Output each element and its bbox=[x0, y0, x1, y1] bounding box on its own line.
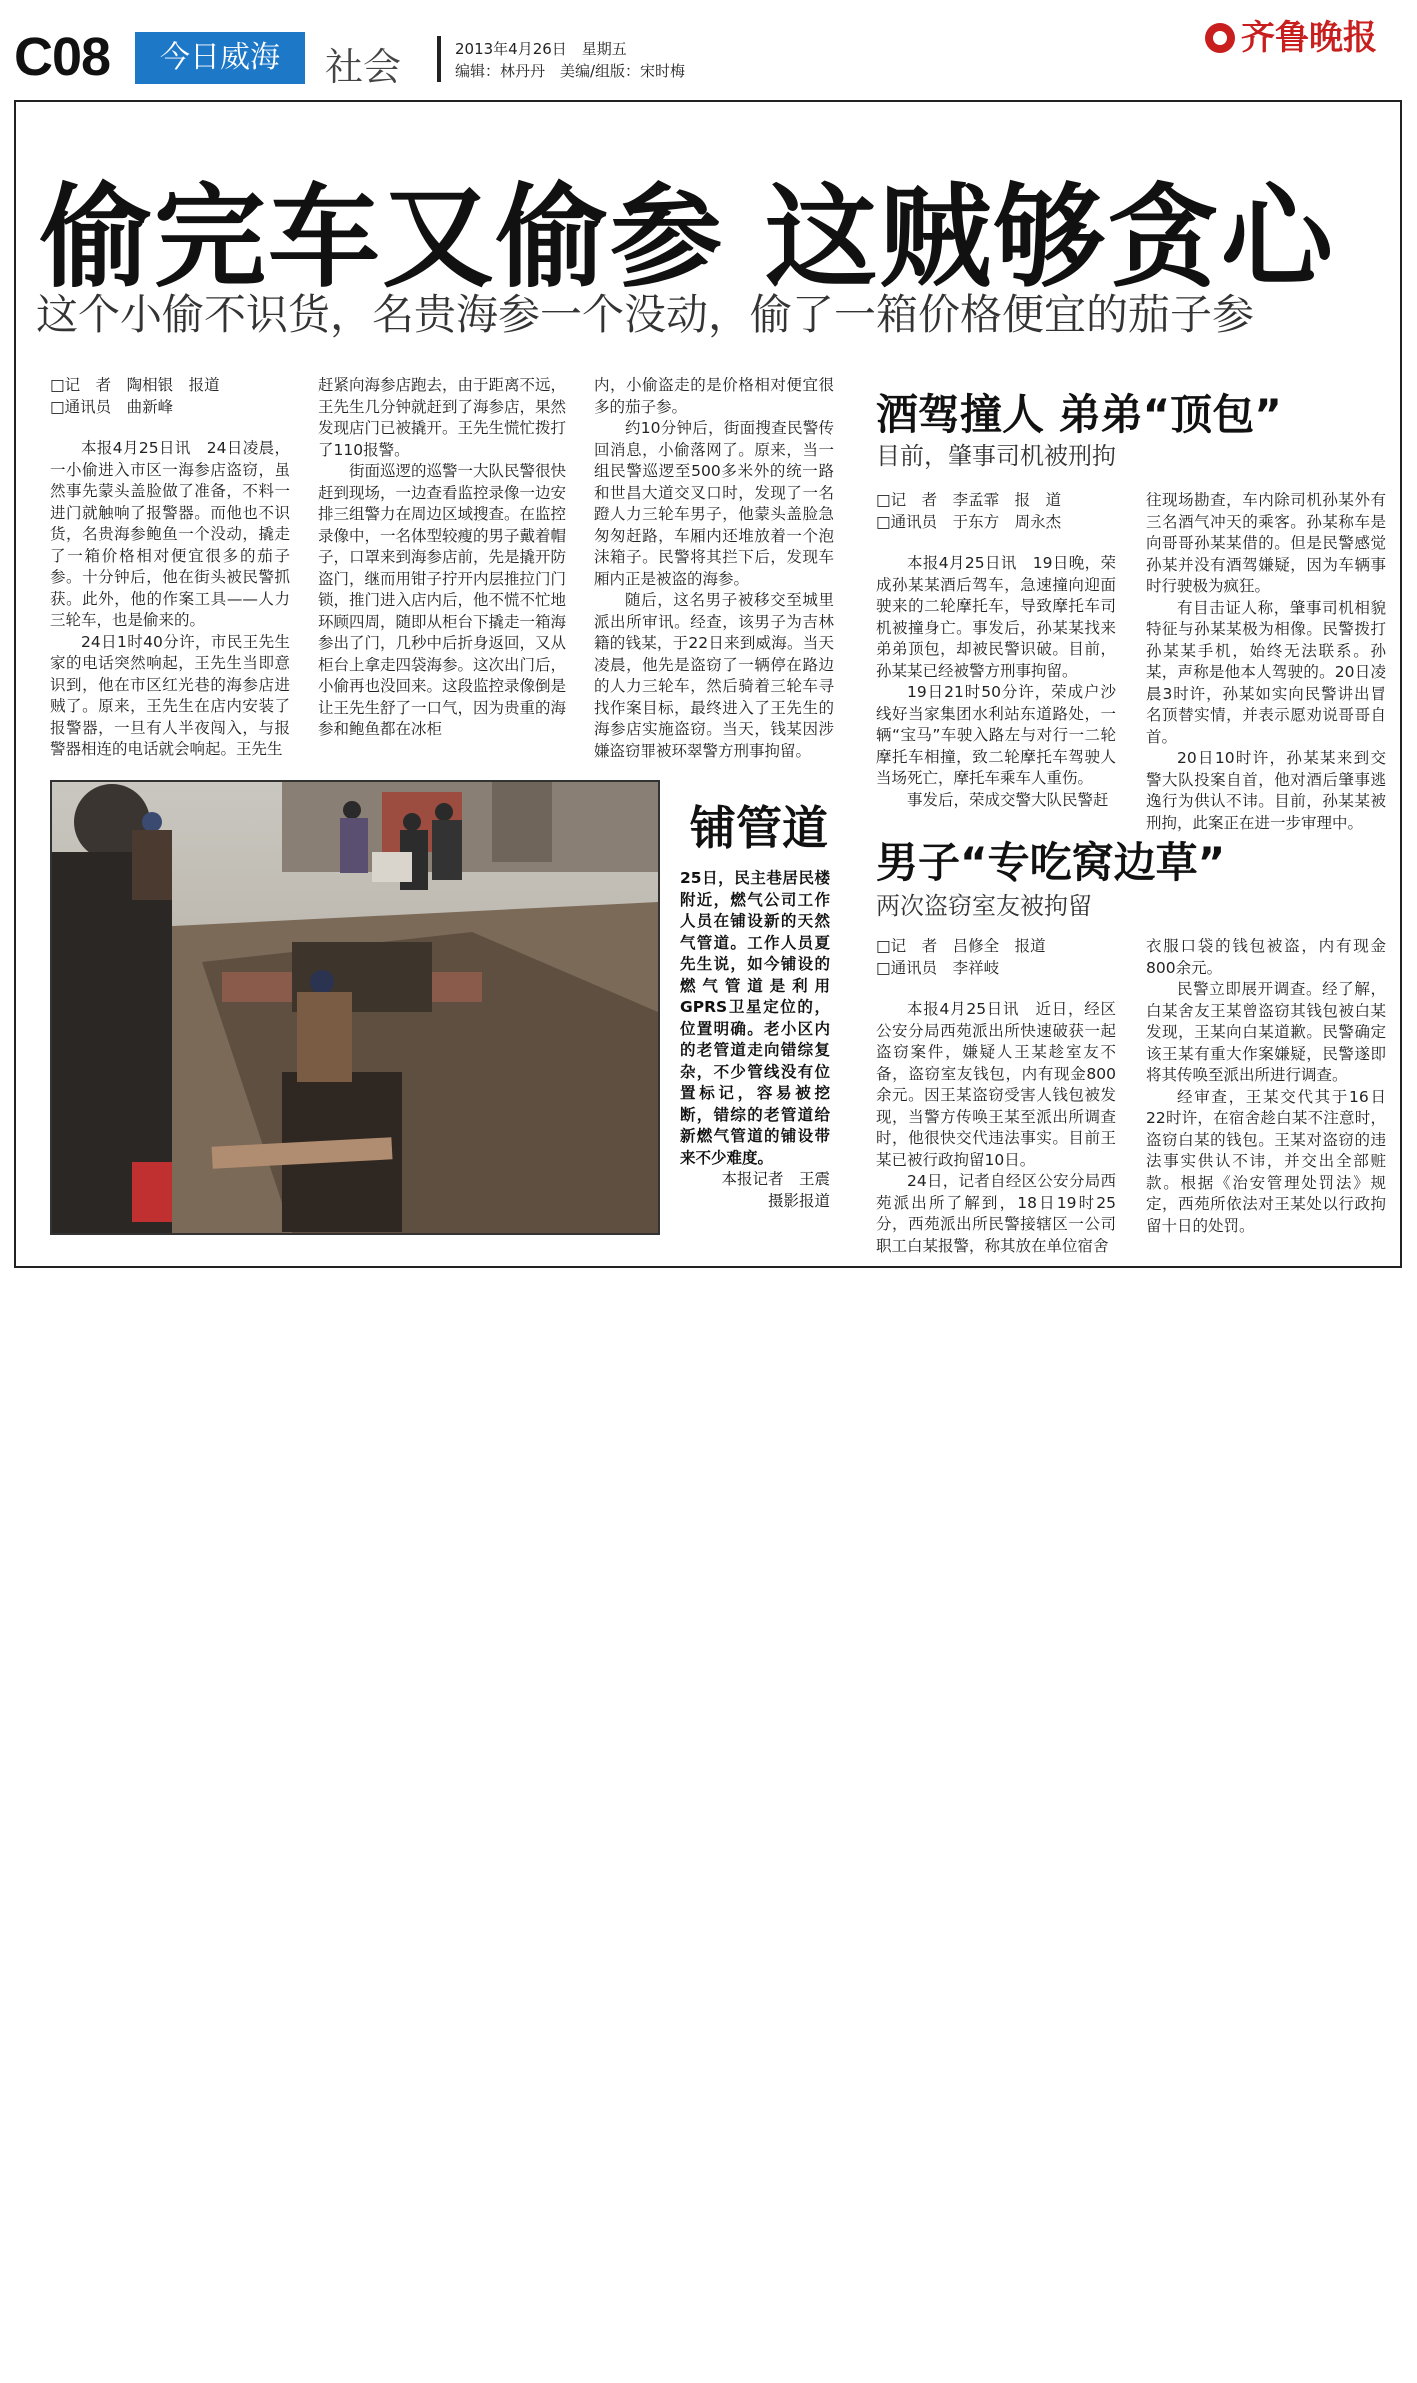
photo-caption-text: 25日，民主巷居民楼附近，燃气公司工作人员在铺设新的天然气管道。工作人员夏先生说，如今铺设的燃气管道是利用GPRS卫星定位的，位置明确。老小区内的老管道走向错综复杂，不少管线没有位置标记，容易被挖断，错综的老管道给新燃气管道的铺设带来不少难度。 bbox=[680, 869, 830, 1167]
news-photo-pipeline bbox=[50, 780, 660, 1235]
article-paragraph: 民警立即展开调查。经了解，白某舍友王某曾盗窃其钱包被白某发现，王某向白某道歉。民警确定该王某有重大作案嫌疑，民警遂即将其传唤至派出所进行调查。 bbox=[1146, 980, 1386, 1084]
story3-headline: 男子“专吃窝边草” bbox=[876, 838, 1226, 887]
byline-correspondent: □通讯员 于东方 周永杰 bbox=[876, 512, 1062, 531]
story3-column-1 bbox=[876, 936, 1116, 1257]
article-paragraph: 本报4月25日讯 19日晚，荣成孙某某酒后驾车，急速撞向迎面驶来的二轮摩托车，导致摩托车司机被撞身亡。事发后，孙某某找来弟弟顶包，却被民警识破。目前，孙某某已经被警方刑事拘留。 bbox=[876, 554, 1116, 680]
byline-reporter: □记 者 陶相银 报道 bbox=[50, 376, 220, 394]
page-header bbox=[0, 0, 1417, 92]
article-paragraph: 24日1时40分许，市民王先生家的电话突然响起，王先生当即意识到，他在市区红光巷的海参店进贼了。原来，王先生在店内安装了报警器，一旦有人半夜闯入，与报警器相连的电话就会响起。王先生 bbox=[50, 632, 290, 758]
article-paragraph: 随后，这名男子被移交至城里派出所审讯。经查，该男子为吉林籍的钱某，于22日来到威海。当天凌晨，他先是盗窃了一辆停在路边的人力三轮车，然后骑着三轮车寻找作案目标，最终进入了王先生的海参店实施盗窃。当天，钱某因涉嫌盗窃罪被环翠警方刑事拘留。 bbox=[594, 591, 834, 760]
editors-line: 编辑：林丹丹 美编/组版：宋时梅 bbox=[455, 62, 686, 80]
header-divider bbox=[437, 36, 441, 82]
issue-date: 2013年4月26日 星期五 bbox=[455, 40, 627, 58]
byline-correspondent: □通讯员 曲新峰 bbox=[50, 397, 174, 416]
article-paragraph: 20日10时许，孙某某来到交警大队投案自首，他对酒后肇事逃逸行为供认不讳。目前，孙某某被刑拘，此案正在进一步审理中。 bbox=[1146, 749, 1386, 832]
photo-credit-reporter: 本报记者 王震 bbox=[721, 1170, 830, 1188]
newspaper-logo bbox=[1205, 10, 1377, 59]
story2-column-2 bbox=[1146, 490, 1386, 834]
byline-reporter: □记 者 李孟霏 报 道 bbox=[876, 491, 1062, 509]
article-paragraph: 衣服口袋的钱包被盗，内有现金800余元。 bbox=[1146, 937, 1386, 977]
story2-column-1 bbox=[876, 490, 1116, 811]
section-name: 社会 bbox=[325, 45, 402, 89]
page-number: C08 bbox=[14, 27, 111, 87]
main-column-1 bbox=[50, 375, 290, 761]
article-paragraph: 内，小偷盗走的是价格相对便宜很多的茄子参。 bbox=[594, 376, 834, 416]
main-column-2 bbox=[318, 375, 566, 741]
article-paragraph: 本报4月25日讯 24日凌晨，一小偷进入市区一海参店盗窃，虽然事先蒙头盖脸做了准备，不料一进门就触响了报警器。而他也不识货，名贵海参鲍鱼一个没动，撬走了一箱价格相对便宜很多的茄子参。十分钟后，他在街头被民警抓获。此外，他的作案工具——人力三轮车，也是偷来的。 bbox=[50, 439, 290, 629]
story3-column-2 bbox=[1146, 936, 1386, 1237]
article-paragraph: 街面巡逻的巡警一大队民警很快赶到现场，一边查看监控录像一边安排三组警力在周边区域搜查。在监控录像中，一名体型较瘦的男子戴着帽子，口罩来到海参店前，先是撬开防盗门，继而用钳子拧开内层推拉门门锁，推门进入店内后，他不慌不忙地环顾四周，随即从柜台下撬走一箱海参出了门，几秒中后折身返回，又从柜台上拿走四袋海参。这次出门后，小偷再也没回来。这段监控录像倒是让王先生舒了一口气，因为贵重的海参和鲍鱼都在冰柜 bbox=[318, 462, 567, 738]
article-paragraph: 19日21时50分许，荣成户沙线好当家集团水利站东道路处，一辆“宝马”车驶入路左与对行一二轮摩托车相撞，致二轮摩托车驾驶人当场死亡，摩托车乘车人重伤。 bbox=[876, 683, 1116, 787]
photo-caption bbox=[680, 868, 830, 1212]
byline-reporter: □记 者 吕修全 报道 bbox=[876, 937, 1046, 955]
byline-correspondent: □通讯员 李祥岐 bbox=[876, 958, 1000, 977]
story2-headline: 酒驾撞人 弟弟“顶包” bbox=[876, 390, 1282, 439]
article-paragraph: 事发后，荣成交警大队民警赶 bbox=[907, 790, 1109, 809]
main-subhead: 这个小偷不识货，名贵海参一个没动，偷了一箱价格便宜的茄子参 bbox=[36, 290, 1255, 339]
main-column-3 bbox=[594, 375, 834, 762]
logo-text: 齐鲁晚报 bbox=[1241, 18, 1377, 58]
main-headline: 偷完车又偷参 这贼够贪心 bbox=[40, 173, 1335, 303]
article-paragraph: 本报4月25日讯 近日，经区公安分局西苑派出所快速破获一起盗窃案件，嫌疑人王某趁室友不备，盗窃室友钱包，内有现金800余元。因王某盗窃受害人钱包被发现，当警方传唤王某至派出所调查时，他很快交代违法事实。目前王某已被行政拘留10日。 bbox=[876, 1000, 1116, 1169]
article-paragraph: 有目击证人称，肇事司机相貌特征与孙某某极为相像。民警拨打孙某某手机，始终无法联系。孙某，声称是他本人驾驶的。20日凌晨3时许，孙某如实向民警讲出冒名顶替实情，并表示愿劝说哥哥自首。 bbox=[1146, 598, 1386, 746]
article-paragraph: 24日，记者自经区公安分局西苑派出所了解到，18日19时25分，西苑派出所民警接辖区一公司职工白某报警，称其放在单位宿舍 bbox=[876, 1172, 1116, 1255]
article-paragraph: 往现场勘查，车内除司机孙某外有三名酒气冲天的乘客。孙某称车是向哥哥孙某某借的。但是民警感觉孙某并没有酒驾嫌疑，因为车辆事时行驶极为疯狂。 bbox=[1146, 491, 1386, 595]
photo-illustration bbox=[52, 782, 658, 1233]
section-tag: 今日威海 bbox=[135, 32, 305, 84]
story2-subhead: 目前，肇事司机被刑拘 bbox=[876, 442, 1116, 470]
article-paragraph: 赶紧向海参店跑去，由于距离不远，王先生几分钟就赶到了海参店，果然发现店门已被撬开。王先生慌忙拨打了110报警。 bbox=[318, 376, 567, 459]
photo-credit-label: 摄影报道 bbox=[767, 1191, 830, 1210]
logo-emblem-icon bbox=[1205, 23, 1235, 53]
photo-caption-title: 铺管道 bbox=[690, 801, 828, 855]
article-paragraph: 经审查，王某交代其于16日22时许，在宿舍趁白某不注意时，盗窃白某的钱包。王某对盗窃的违法事实供认不讳，并交出全部赃款。根据《治安管理处罚法》规定，西苑所依法对王某处以行政拘留十日的处罚。 bbox=[1146, 1087, 1386, 1235]
article-paragraph: 约10分钟后，街面搜查民警传回消息，小偷落网了。原来，当一组民警巡逻至500多米外的统一路和世昌大道交叉口时，发现了一名蹬人力三轮车男子，他蒙头盖脸急匆匆赶路，车厢内还堆放着一个泡沫箱子。民警将其拦下后，发现车厢内正是被盗的海参。 bbox=[594, 419, 834, 588]
story3-subhead: 两次盗窃室友被拘留 bbox=[876, 892, 1092, 920]
